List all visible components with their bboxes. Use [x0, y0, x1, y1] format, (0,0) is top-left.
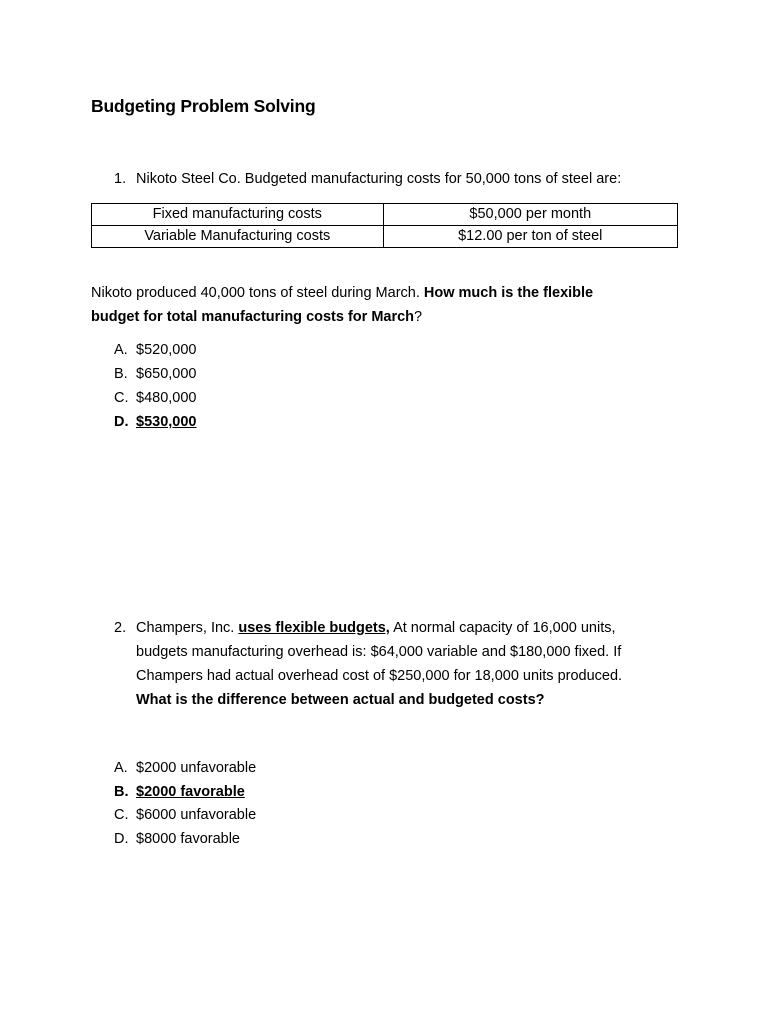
cost-value: $12.00 per ton of steel: [383, 226, 677, 248]
option-letter: D.: [114, 414, 129, 430]
q1-option-d-answer: [114, 414, 196, 430]
q1-option-b: [114, 366, 196, 382]
option-text: $480,000: [136, 390, 197, 406]
q1-question-line2: [91, 309, 422, 325]
table-row: [92, 226, 678, 248]
costs-table: [91, 203, 678, 248]
q1-question-plain: Nikoto produced 40,000 tons of steel during March.: [91, 285, 424, 301]
option-text: $530,000: [136, 414, 197, 430]
option-letter: C.: [114, 807, 129, 823]
q2-line1: [136, 620, 616, 636]
q1-option-a: [114, 342, 196, 358]
option-letter: A.: [114, 342, 128, 358]
q2-option-d: [114, 831, 240, 847]
cost-label: Variable Manufacturing costs: [92, 226, 384, 248]
q1-number: 1.: [114, 171, 127, 187]
page-title: Budgeting Problem Solving: [91, 96, 316, 116]
q1-option-c: [114, 390, 196, 406]
q2-line3: Champers had actual overhead cost of $250,000 for 18,000 units produced.: [136, 668, 623, 684]
table-row: [92, 204, 678, 226]
option-letter: C.: [114, 390, 129, 406]
q2-line1-a: Champers, Inc.: [136, 620, 239, 636]
q1-stem: Nikoto Steel Co. Budgeted manufacturing costs for 50,000 tons of steel are:: [136, 171, 622, 187]
q1-question-bold-1: How much is the flexible: [423, 285, 594, 301]
option-letter: D.: [114, 831, 129, 847]
option-text: $650,000: [136, 366, 197, 382]
cost-value: $50,000 per month: [383, 204, 677, 226]
q2-number: 2.: [114, 620, 127, 636]
option-letter: B.: [114, 784, 129, 800]
option-text: $8000 favorable: [136, 831, 240, 847]
option-text: $2000 favorable: [136, 784, 245, 800]
q2-line1-c: At normal capacity of 16,000 units,: [389, 620, 616, 636]
q2-line4: What is the difference between actual and budgeted costs?: [136, 692, 545, 708]
q1-question-line1: [91, 285, 593, 301]
q2-line1-b: uses flexible budgets,: [238, 620, 390, 636]
q2-option-c: [114, 807, 256, 823]
q2-option-b-answer: [114, 784, 245, 800]
option-text: $6000 unfavorable: [136, 807, 257, 823]
option-letter: A.: [114, 760, 128, 776]
q2-line2: budgets manufacturing overhead is: $64,000 variable and $180,000 fixed. If: [136, 644, 622, 660]
q1-question-end: ?: [414, 309, 423, 325]
option-text: $520,000: [136, 342, 197, 358]
option-letter: B.: [114, 366, 128, 382]
q1-question-bold-2: budget for total manufacturing costs for March: [91, 309, 415, 325]
q2-option-a: [114, 760, 256, 776]
cost-label: Fixed manufacturing costs: [92, 204, 384, 226]
option-text: $2000 unfavorable: [136, 760, 257, 776]
